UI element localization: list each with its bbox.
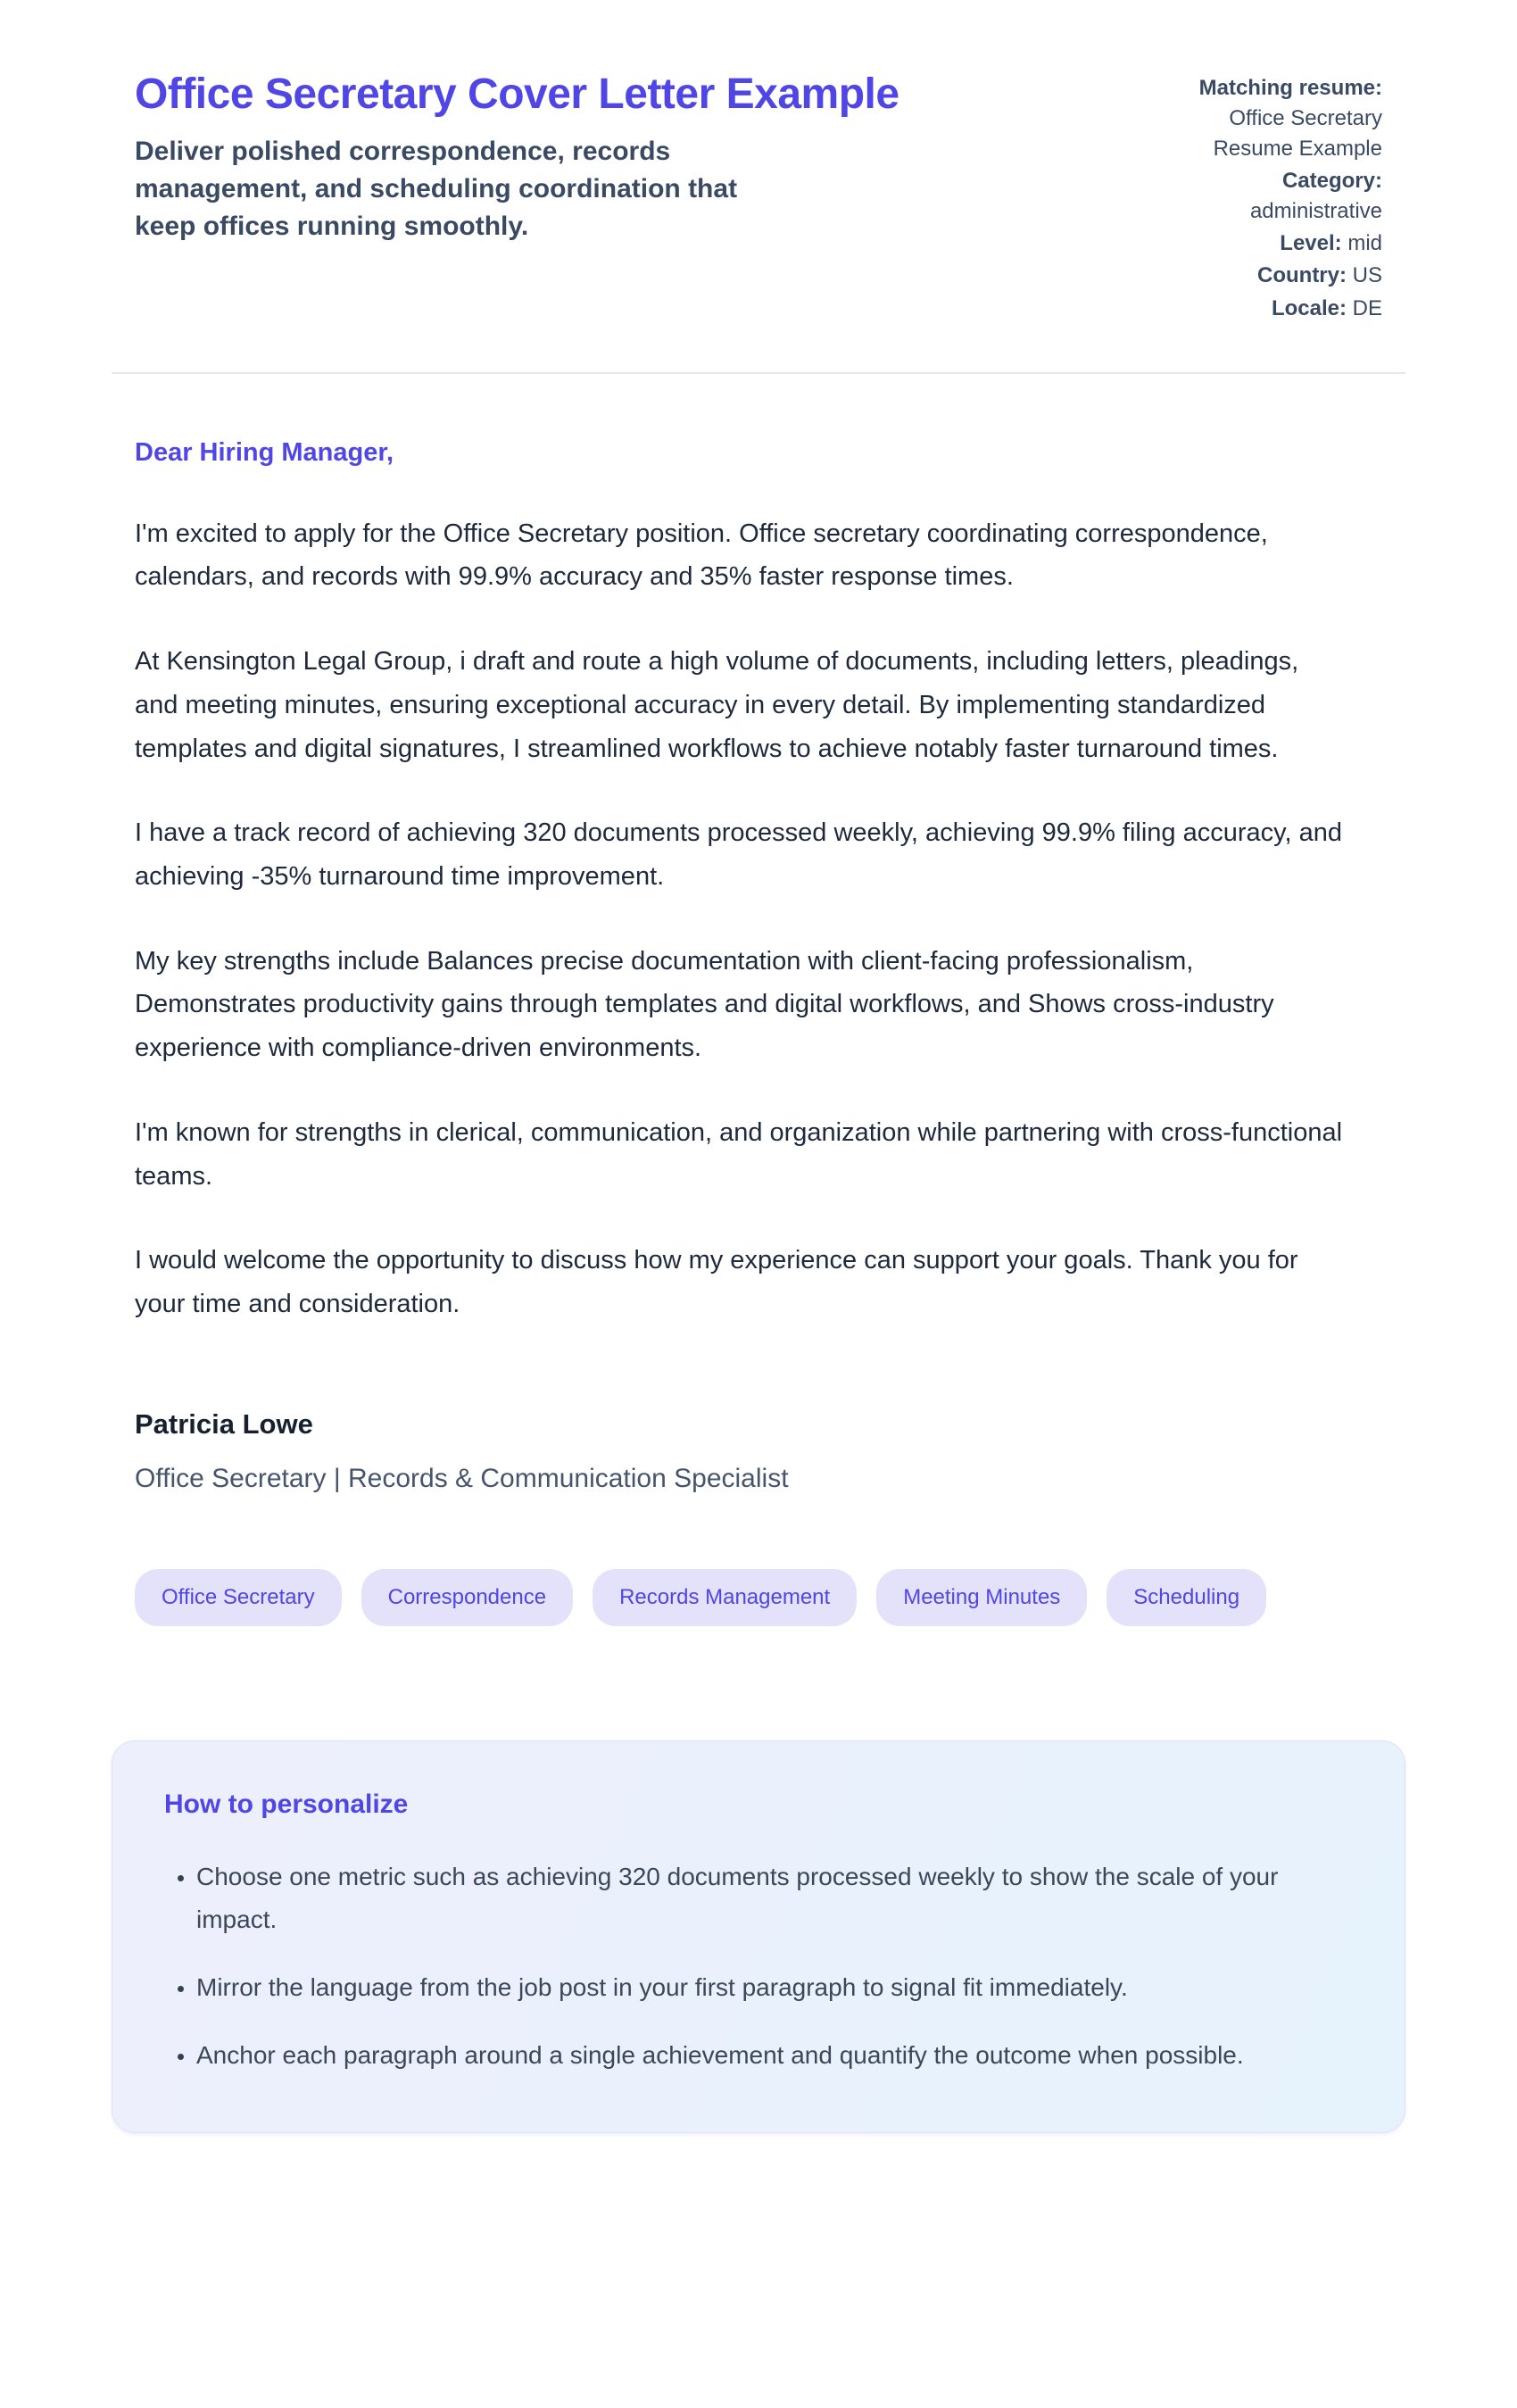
meta-matching-resume bbox=[1150, 73, 1382, 164]
tip-item-3: • Anchor each paragraph around a single achievement and quantify the outcome when possible. bbox=[196, 2034, 1306, 2077]
meta-category-label: Category: bbox=[1281, 169, 1382, 194]
page bbox=[112, 0, 1405, 2133]
meta-country-value: US bbox=[1352, 263, 1382, 288]
tags-list bbox=[135, 1569, 1382, 1626]
meta-locale-label: Locale: bbox=[1271, 295, 1347, 320]
page-subtitle: Deliver polished correspondence, records management, and scheduling coordination that keep offices running smoothly. bbox=[135, 136, 738, 241]
tag-chip-records-management[interactable]: Records Management bbox=[593, 1569, 857, 1626]
meta-category bbox=[1150, 166, 1382, 227]
signature-role: Office Secretary | Records & Communication Specialist bbox=[135, 1463, 789, 1493]
meta-matching-resume-value: Office Secretary Resume Example bbox=[1213, 106, 1382, 162]
meta-country-label: Country: bbox=[1257, 263, 1347, 288]
header bbox=[112, 70, 1405, 372]
letter-paragraph-1: I'm excited to apply for the Office Secretary position. Office secretary coordinating correspondence, calendars, and records with 99.9% accuracy and 35% faster response times. bbox=[135, 519, 1268, 592]
tag-chip-scheduling[interactable]: Scheduling bbox=[1107, 1569, 1266, 1626]
page-title: Office Secretary Cover Letter Example bbox=[135, 71, 899, 118]
meta-locale bbox=[1150, 294, 1382, 324]
signature-name: Patricia Lowe bbox=[135, 1407, 313, 1440]
meta-level-label: Level: bbox=[1280, 231, 1342, 256]
letter-paragraph-6: I would welcome the opportunity to discuss how my experience can support your goals. Thank you for your time and consideration. bbox=[135, 1246, 1298, 1318]
meta-category-value: administrative bbox=[1249, 199, 1382, 224]
meta-country bbox=[1150, 261, 1382, 291]
tips-heading: How to personalize bbox=[164, 1789, 409, 1819]
letter-paragraph-2: At Kensington Legal Group, i draft and route a high volume of documents, including letters, pleadings, and meeting minutes, ensuring exceptional accuracy in every detail. By implementing standardized templates and digital signatures, I streamlined workflows to achieve notably faster turnaround times. bbox=[135, 647, 1299, 763]
signature-block bbox=[135, 1408, 1382, 1494]
letter-paragraph-4: My key strengths include Balances precise documentation with client-facing professionalism, Demonstrates productivity gains through templates and digital workflows, and Shows cross-industry experience with compliance-driven environments. bbox=[135, 946, 1274, 1063]
meta-level bbox=[1150, 228, 1382, 259]
meta-locale-value: DE bbox=[1352, 295, 1382, 320]
tag-chip-correspondence[interactable]: Correspondence bbox=[361, 1569, 573, 1626]
tips-list bbox=[164, 1856, 1306, 2078]
meta-block bbox=[1150, 70, 1382, 326]
meta-matching-resume-label: Matching resume: bbox=[1198, 76, 1382, 100]
letter-paragraph-5: I'm known for strengths in clerical, communication, and organization while partnering with cross-functional teams. bbox=[135, 1117, 1343, 1191]
tip-item-1: • Choose one metric such as achieving 320 documents processed weekly to show the scale of your impact. bbox=[196, 1856, 1306, 1941]
header-left bbox=[135, 70, 899, 245]
salutation: Dear Hiring Manager, bbox=[135, 437, 394, 467]
letter-paragraph-3: I have a track record of achieving 320 documents processed weekly, achieving 99.9% filing accuracy, and achieving -35% turnaround time improvement. bbox=[135, 818, 1343, 891]
tag-chip-meeting-minutes[interactable]: Meeting Minutes bbox=[876, 1569, 1087, 1626]
meta-level-value: mid bbox=[1347, 231, 1382, 256]
tip-item-2: • Mirror the language from the job post in your first paragraph to signal fit immediately. bbox=[196, 1966, 1306, 2009]
tag-chip-office-secretary[interactable]: Office Secretary bbox=[135, 1569, 342, 1626]
tips-card bbox=[112, 1740, 1405, 2134]
cover-letter bbox=[112, 374, 1405, 1626]
